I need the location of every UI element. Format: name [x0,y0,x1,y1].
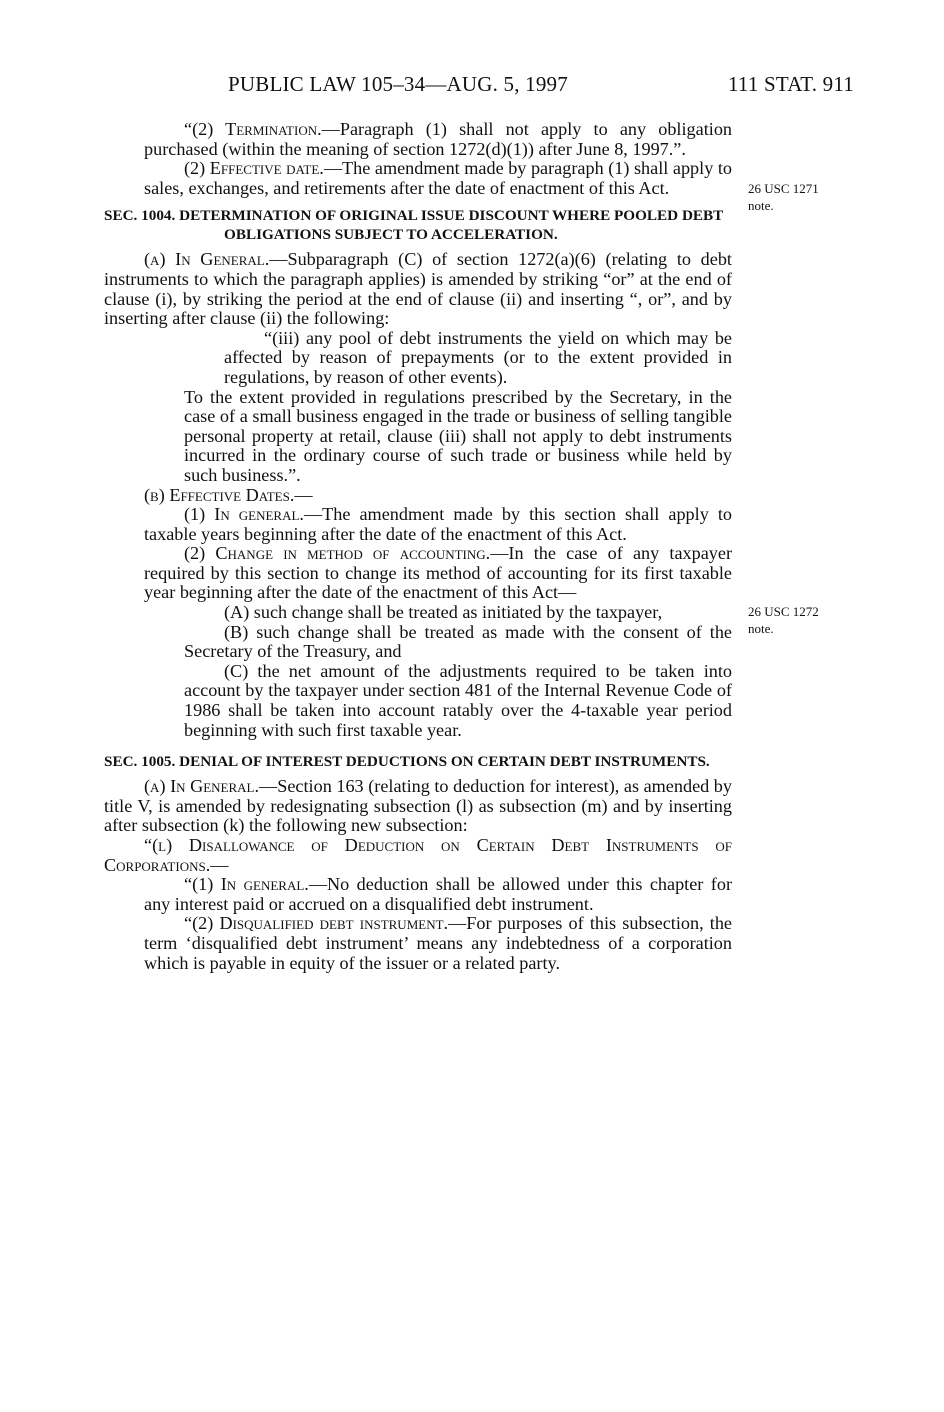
para-1004-a: (a) In General.—Subparagraph (C) of section 1272(a)(6) (relating to debt instruments to which the paragraph applies) is amended by striking “or” at the end of clause (i), by striking the period at the end of clause (ii) and inserting “, or”, and by inserting after clause (ii) the following: [104,249,732,329]
para-1004-b-2-c: (C) the net amount of the adjustments required to be taken into account by the taxpayer under section 481 of the Internal Revenue Code of 1986 shall be taken into account ratably over the 4-taxable year period beginning with such first taxable year. [184,660,732,740]
section-1005-heading: SEC. 1005. DENIAL OF INTEREST DEDUCTIONS ON CERTAIN DEBT INSTRUMENTS. [104,753,710,771]
para-effective-date: (2) Effective date.—The amendment made by paragraph (1) shall apply to sales, exchanges, and retirements after the date of enactment of this Act. [144,158,732,198]
para-1004-b-1: (1) In general.—The amendment made by this section shall apply to taxable years beginning after the date of the enactment of this Act. [144,504,732,544]
page-header [0,72,944,102]
para-clause-iii: “(iii) any pool of debt instruments the yield on which may be affected by reason of prepayments (or to the extent provided in regulations, by reason of other events). [224,327,732,387]
statute-body [104,120,732,973]
margin-note-1272: 26 USC 1272 note. [748,604,819,636]
para-1004-b: (b) Effective Dates.— [144,484,313,505]
para-small-business: To the extent provided in regulations prescribed by the Secretary, in the case of a small business engaged in the trade or business of selling tangible personal property at retail, clause (iii) shall not apply to debt instruments incurred in the ordinary course of such trade or business while held by such business.”. [184,386,732,485]
header-title: PUBLIC LAW 105–34—AUG. 5, 1997 [228,72,568,96]
header-stat-page: 111 STAT. 911 [728,72,854,96]
para-l-2: “(2) Disqualified debt instrument.—For purposes of this subsection, the term ‘disqualified debt instrument’ means any indebtedness of a corporation which is payable in equity of the issuer or a related party. [144,913,733,973]
margin-note-1271: 26 USC 1271 note. [748,181,819,213]
para-l-1: “(1) In general.—No deduction shall be allowed under this chapter for any interest paid or accrued on a disqualified debt instrument. [144,874,733,914]
para-subsection-l-heading: “(l) Disallowance of Deduction on Certain Debt Instruments of Corporations.— [104,835,732,875]
para-1005-a: (a) In General.—Section 163 (relating to deduction for interest), as amended by title V, is amended by redesignating subsection (l) as subsection (m) and by inserting after subsection (k) the following new subsection: [104,776,732,836]
section-1004-heading: SEC. 1004. DETERMINATION OF ORIGINAL ISSUE DISCOUNT WHERE POOLED DEBT OBLIGATIONS SUBJECT TO ACCELERATION. [104,207,724,244]
para-1004-b-2-a: (A) such change shall be treated as initiated by the taxpayer, [224,602,663,623]
para-1004-b-2-b: (B) such change shall be treated as made with the consent of the Secretary of the Treasury, and [184,621,732,662]
para-termination: “(2) Termination.—Paragraph (1) shall not apply to any obligation purchased (within the meaning of section 1272(d)(1)) after June 8, 1997.”. [144,119,733,159]
para-1004-b-2: (2) Change in method of accounting.—In the case of any taxpayer required by this section to change its method of accounting for its first taxable year beginning after the date of the enactment of this Act— [144,543,733,603]
